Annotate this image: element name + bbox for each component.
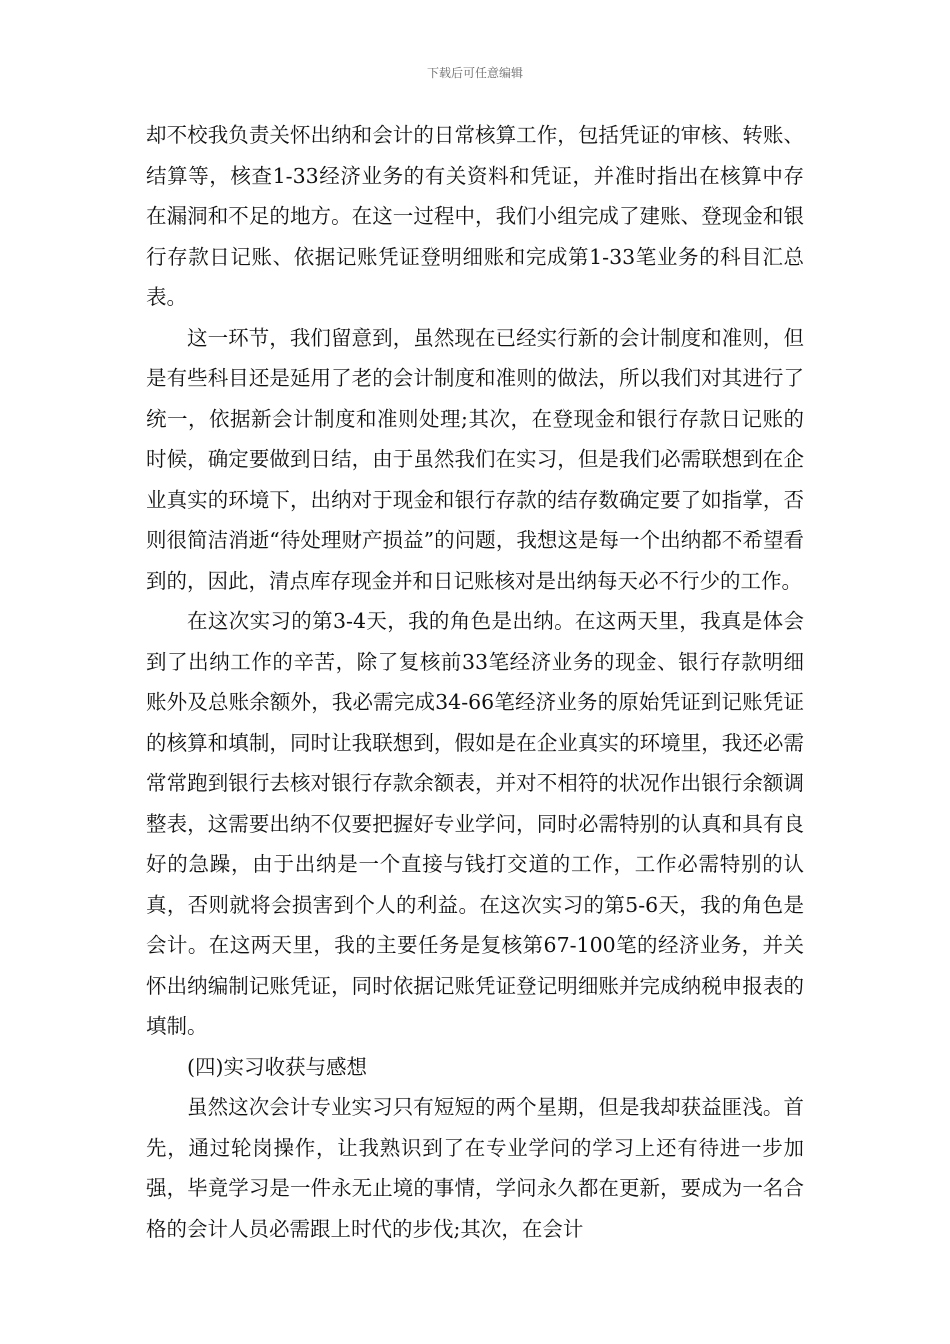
document-body: [146, 115, 804, 1249]
paragraph-2: 这一环节，我们留意到，虽然现在已经实行新的会计制度和准则，但是有些科目还是延用了老的会计制度和准则的做法，所以我们对其进行了统一，依据新会计制度和准则处理;其次，在登现金和银行存款日记账的时候，确定要做到日结，由于虽然我们在实习，但是我们必需联想到在企业真实的环境下，出纳对于现金和银行存款的结存数确定要了如指掌，否则很简洁消逝“待处理财产损益”的问题，我想这是每一个出纳都不希望看到的，因此，清点库存现金并和日记账核对是出纳每天必不行少的工作。: [146, 325, 804, 593]
page-header: 下载后可任意编辑: [426, 66, 523, 80]
section-heading: (四)实习收获与感想: [187, 1054, 367, 1079]
paragraph-4: 虽然这次会计专业实习只有短短的两个星期，但是我却获益匪浅。首先，通过轮岗操作，让我熟识到了在专业学问的学习上还有待进一步加强，毕竟学习是一件永无止境的事情，学问永久都在更新，要成为一名合格的会计人员必需跟上时代的步伐;其次，在会计: [146, 1095, 804, 1241]
paragraph-3: 在这次实习的第3-4天，我的角色是出纳。在这两天里，我真是体会到了出纳工作的辛苦，除了复核前33笔经济业务的现金、银行存款明细账外及总账余额外，我必需完成34-66笔经济业务的原始凭证到记账凭证的核算和填制，同时让我联想到，假如是在企业真实的环境里，我还必需常常跑到银行去核对银行存款余额表，并对不相符的状况作出银行余额调整表，这需要出纳不仅要把握好专业学问，同时必需特别的认真和具有良好的急躁，由于出纳是一个直接与钱打交道的工作，工作必需特别的认真，否则就将会损害到个人的利益。在这次实习的第5-6天，我的角色是会计。在这两天里，我的主要任务是复核第67-100笔的经济业务，并关怀出纳编制记账凭证，同时依据记账凭证登记明细账并完成纳税申报表的填制。: [146, 609, 804, 1038]
paragraph-1: 却不校我负责关怀出纳和会计的日常核算工作，包括凭证的审核、转账、结算等，核查1-33经济业务的有关资料和凭证，并准时指出在核算中存在漏洞和不足的地方。在这一过程中，我们小组完成了建账、登现金和银行存款日记账、依据记账凭证登明细账和完成第1-33笔业务的科目汇总表。: [146, 123, 804, 309]
